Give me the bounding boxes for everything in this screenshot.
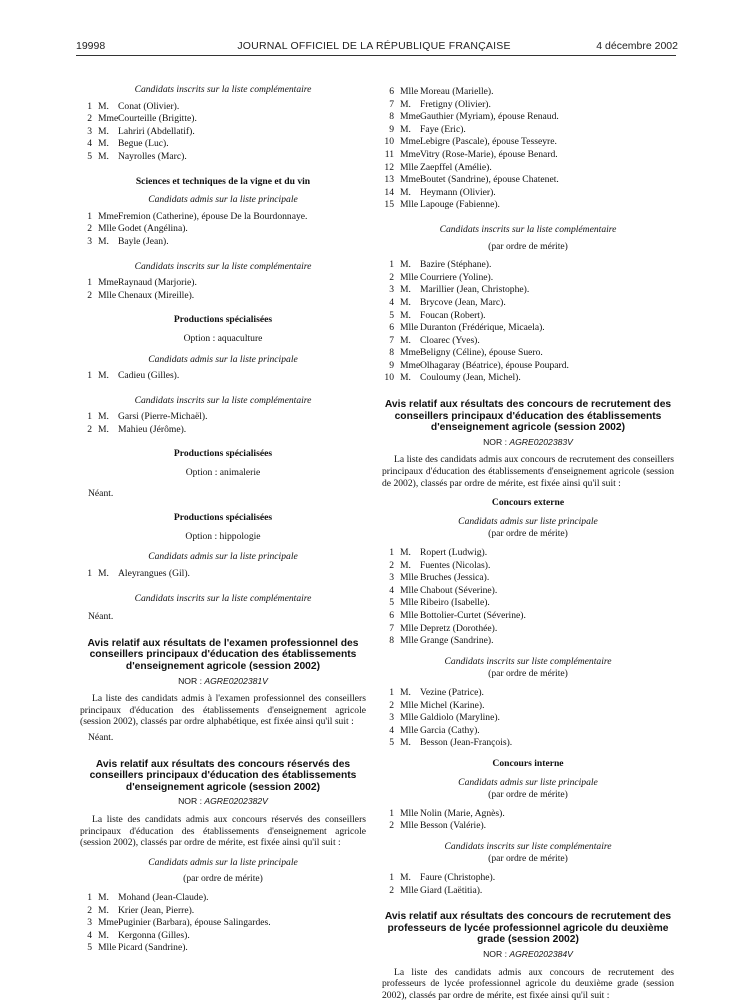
nor-reference [382, 948, 674, 961]
list-item [382, 725, 674, 738]
list-item [80, 917, 366, 930]
candidate-name: Nolin (Marie, Agnès). [420, 807, 505, 819]
left-column [80, 80, 366, 955]
notice-body: La liste des candidats admis aux concours réservés des conseillers principaux d'éducation des établissements d'enseignement agricole (session 2002), classés par ordre de mérite, est fixée ainsi qu'il suit : [80, 813, 366, 849]
civility-title: M. [400, 872, 411, 884]
civility-title: M. [98, 138, 109, 150]
candidate-name: Fretigny (Olivier). [420, 98, 491, 110]
name-list [80, 101, 366, 164]
list-item [80, 277, 366, 290]
civility-title: Mlle [400, 622, 419, 634]
list-heading: Candidats inscrits sur la liste complémentaire [134, 84, 312, 95]
list-item [382, 284, 674, 297]
rank-number: 2 [87, 904, 92, 916]
candidate-name: Faure (Christophe). [420, 872, 496, 884]
rank-number: 10 [384, 372, 394, 384]
rank-number: 3 [87, 917, 92, 929]
neant-text: Néant. [88, 487, 114, 499]
rank-number: 14 [384, 186, 394, 198]
name-list [382, 687, 674, 750]
rank-number: 4 [87, 138, 92, 150]
civility-title: Mme [400, 347, 421, 359]
candidate-name: Raynaud (Marjorie). [118, 277, 197, 289]
candidate-name: Garsi (Pierre-Michaël). [118, 411, 208, 423]
candidate-name: Vitry (Rose-Marie), épouse Benard. [420, 148, 558, 160]
candidate-name: Nayrolles (Marc). [118, 150, 187, 162]
rank-number: 4 [389, 584, 394, 596]
section-title: Concours externe [491, 497, 565, 509]
nor-reference [382, 436, 674, 449]
list-item [382, 585, 674, 598]
rank-number: 6 [389, 322, 394, 334]
civility-title: M. [400, 186, 411, 198]
civility-title: Mlle [400, 271, 419, 283]
list-item [80, 101, 366, 114]
rank-number: 3 [87, 125, 92, 137]
nor-label: NOR : [178, 675, 202, 686]
list-item [80, 568, 366, 581]
civility-title: Mme [98, 277, 119, 289]
list-heading: Candidats inscrits sur la liste complémentaire [134, 394, 312, 406]
rank-number: 8 [389, 111, 394, 123]
rank-number: 1 [389, 547, 394, 558]
rank-number: 4 [389, 724, 394, 736]
list-item [382, 99, 674, 112]
rank-number: 4 [389, 296, 394, 308]
rank-number: 2 [87, 223, 92, 235]
list-item [80, 223, 366, 236]
candidate-name: Chenaux (Mireille). [118, 289, 195, 301]
candidate-name: Puginier (Barbara), épouse Salingardes. [118, 917, 271, 929]
candidate-name: Faye (Eric). [420, 123, 466, 135]
civility-title: M. [400, 559, 411, 571]
list-item [382, 572, 674, 585]
civility-title: M. [400, 547, 411, 558]
rank-number: 1 [87, 568, 92, 580]
rank-number: 2 [389, 884, 394, 896]
civility-title: Mme [400, 148, 421, 160]
page-number: 19998 [76, 40, 106, 52]
civility-title: Mme [98, 917, 119, 929]
notice-title: Avis relatif aux résultats des concours réservés des conseillers principaux d'éducation des établissements d'enseignement agricole (session 2002) [89, 758, 357, 793]
candidate-name: Besson (Valérie). [420, 820, 487, 832]
list-item [382, 372, 674, 385]
candidate-name: Ribeiro (Isabelle). [420, 597, 490, 609]
rank-number: 2 [389, 699, 394, 711]
civility-title: Mlle [400, 807, 419, 819]
name-list [382, 808, 674, 833]
rank-number: 2 [389, 820, 394, 832]
candidate-name: Grange (Sandrine). [420, 635, 494, 647]
rank-number: 4 [87, 929, 92, 941]
candidate-name: Moreau (Marielle). [420, 86, 494, 97]
candidate-name: Zaepffel (Amélie). [420, 161, 492, 173]
nor-label: NOR : [483, 436, 507, 447]
list-heading: Candidats admis sur la liste principale [148, 353, 298, 365]
candidate-name: Krier (Jean, Pierre). [118, 904, 195, 916]
civility-title: Mlle [400, 161, 419, 173]
candidate-name: Michel (Karine). [420, 699, 485, 711]
civility-title: Mlle [400, 584, 419, 596]
neant-text: Néant. [88, 731, 114, 743]
civility-title: Mlle [98, 942, 117, 954]
candidate-name: Besson (Jean-François). [420, 737, 513, 749]
name-list [382, 872, 674, 897]
list-item [382, 187, 674, 200]
list-item [382, 272, 674, 285]
civility-title: M. [98, 891, 109, 903]
list-item [382, 162, 674, 175]
civility-title: M. [400, 123, 411, 135]
header-rule [76, 55, 676, 56]
candidate-name: Heymann (Olivier). [420, 186, 496, 198]
civility-title: Mlle [400, 609, 419, 621]
list-heading: Candidats inscrits sur liste complémentaire [444, 655, 612, 667]
list-item [382, 560, 674, 573]
rank-number: 2 [389, 271, 394, 283]
candidate-name: Bruches (Jessica). [420, 572, 490, 584]
list-item [80, 930, 366, 943]
list-item [382, 597, 674, 610]
rank-number: 2 [87, 289, 92, 301]
civility-title: M. [400, 296, 411, 308]
rank-number: 6 [389, 609, 394, 621]
list-item [80, 151, 366, 164]
notice-title: Avis relatif aux résultats de l'examen professionnel des conseillers principaux d'éducation des établissements d'enseignement agricole (session 2002) [87, 637, 359, 672]
candidate-name: Giard (Laëtitia). [420, 884, 483, 896]
rank-number: 2 [87, 113, 92, 125]
civility-title: Mlle [400, 635, 419, 647]
nor-code: AGRE0202384V [509, 949, 573, 960]
option-label: Option : aquaculture [183, 332, 263, 344]
list-item [382, 808, 674, 821]
civility-title: M. [400, 259, 411, 271]
civility-title: Mme [400, 111, 421, 123]
candidate-name: Begue (Luc). [118, 138, 169, 150]
list-item [382, 712, 674, 725]
list-heading: Candidats admis sur la liste principale [148, 551, 298, 563]
rank-number: 5 [389, 737, 394, 749]
rank-number: 1 [389, 686, 394, 698]
list-item [382, 700, 674, 713]
rank-number: 9 [389, 359, 394, 371]
list-item [382, 687, 674, 700]
candidate-name: Godet (Angélina). [118, 223, 188, 235]
civility-title: M. [400, 686, 411, 698]
list-item [80, 892, 366, 905]
nor-reference [80, 675, 366, 688]
candidate-name: Bayle (Jean). [118, 235, 169, 247]
list-item [382, 347, 674, 360]
nor-code: AGRE0202383V [509, 436, 573, 447]
candidate-name: Foucan (Robert). [420, 309, 486, 321]
civility-title: M. [400, 334, 411, 346]
rank-number: 1 [87, 370, 92, 382]
candidate-name: Fuentes (Nicolas). [420, 559, 491, 571]
rank-number: 9 [389, 123, 394, 135]
candidate-name: Marillier (Jean, Christophe). [420, 284, 530, 296]
candidate-name: Gauthier (Myriam), épouse Renaud. [420, 111, 559, 123]
rank-number: 15 [384, 199, 394, 211]
order-note: (par ordre de mérite) [488, 789, 568, 801]
list-item [382, 547, 674, 560]
rank-number: 13 [384, 174, 394, 186]
candidate-name: Lahriri (Abdellatif). [118, 125, 195, 137]
list-item [382, 136, 674, 149]
list-item [382, 872, 674, 885]
candidate-name: Bottolier-Curtet (Séverine). [420, 609, 526, 621]
candidate-name: Brycove (Jean, Marc). [420, 296, 506, 308]
journal-title: JOURNAL OFFICIEL DE LA RÉPUBLIQUE FRANÇAISE [237, 40, 511, 52]
notice-body: La liste des candidats admis à l'examen professionnel des conseillers principaux d'éducation des établissements d'enseignement agricole (session 2002), classés par ordre alphabétique, est fixée ainsi qu'il suit : [80, 693, 366, 728]
list-heading: Candidats admis sur la liste principale [148, 194, 298, 206]
candidate-name: Cadieu (Gilles). [118, 370, 180, 382]
nor-code: AGRE0202381V [204, 675, 268, 686]
rank-number: 2 [87, 423, 92, 435]
list-heading: Candidats admis sur liste principale [458, 515, 598, 527]
list-item [80, 411, 366, 424]
candidate-name: Picard (Sandrine). [118, 942, 188, 954]
civility-title: Mlle [400, 712, 419, 724]
notice-title: Avis relatif aux résultats des concours de recrutement des conseillers principaux d'éducation des établissements d'enseignement agricole (session 2002) [384, 399, 672, 434]
civility-title: Mme [400, 174, 421, 186]
candidate-name: Courriere (Yoline). [420, 271, 494, 283]
list-heading: Candidats inscrits sur la liste complémentaire [439, 223, 617, 235]
list-item [382, 820, 674, 833]
candidate-name: Mohand (Jean-Claude). [118, 891, 209, 903]
civility-title: Mme [98, 210, 119, 222]
civility-title: Mlle [400, 884, 419, 896]
list-heading: Candidats inscrits sur liste complémentaire [444, 840, 612, 852]
candidate-name: Beligny (Céline), épouse Suero. [420, 347, 543, 359]
civility-title: M. [400, 284, 411, 296]
section-title: Sciences et techniques de la vigne et du vin [135, 175, 311, 187]
list-item [382, 174, 674, 187]
rank-number: 5 [87, 150, 92, 162]
candidate-name: Courteille (Brigitte). [118, 113, 197, 125]
publication-date: 4 décembre 2002 [596, 40, 678, 52]
list-heading: Candidats inscrits sur la liste complémentaire [134, 260, 312, 272]
name-list [382, 86, 674, 212]
rank-number: 1 [87, 210, 92, 222]
candidate-name: Lebigre (Pascale), épouse Tesseyre. [420, 136, 557, 148]
civility-title: Mlle [400, 322, 419, 334]
civility-title: Mlle [400, 820, 419, 832]
civility-title: Mlle [400, 199, 419, 211]
list-item [80, 370, 366, 383]
list-heading: Candidats admis sur liste principale [458, 776, 598, 788]
list-item [382, 297, 674, 310]
list-item [382, 635, 674, 648]
name-list [80, 277, 366, 302]
list-item [382, 737, 674, 750]
right-column [382, 86, 674, 1005]
list-item [80, 138, 366, 151]
name-list [382, 547, 674, 648]
rank-number: 8 [389, 347, 394, 359]
rank-number: 5 [389, 597, 394, 609]
civility-title: M. [98, 568, 109, 580]
civility-title: Mme [400, 359, 421, 371]
section-title: Productions spécialisées [173, 512, 273, 524]
section-title: Productions spécialisées [173, 448, 273, 460]
list-item [80, 942, 366, 955]
list-item [80, 290, 366, 303]
civility-title: M. [400, 98, 411, 110]
rank-number: 1 [389, 259, 394, 271]
candidate-name: Couloumy (Jean, Michel). [420, 372, 521, 384]
list-item [382, 149, 674, 162]
rank-number: 1 [87, 100, 92, 112]
rank-number: 3 [87, 235, 92, 247]
list-item [382, 310, 674, 323]
list-item [80, 905, 366, 918]
candidate-name: Boutet (Sandrine), épouse Chatenet. [420, 174, 559, 186]
civility-title: Mlle [400, 699, 419, 711]
notice-title: Avis relatif aux résultats des concours de recrutement des professeurs de lycée professionnel agricole du deuxième grade (session 2002) [384, 911, 672, 946]
civility-title: M. [98, 100, 109, 112]
candidate-name: Olhagaray (Béatrice), épouse Poupard. [420, 359, 569, 371]
list-item [80, 211, 366, 224]
candidate-name: Kergonna (Gilles). [118, 929, 190, 941]
civility-title: Mlle [400, 724, 419, 736]
name-list [382, 259, 674, 385]
option-label: Option : animalerie [185, 467, 261, 479]
order-note: (par ordre de mérite) [183, 873, 263, 885]
rank-number: 1 [389, 807, 394, 819]
list-item [382, 360, 674, 373]
list-item [80, 236, 366, 249]
section-title: Productions spécialisées [173, 314, 273, 326]
candidate-name: Depretz (Dorothée). [420, 622, 498, 634]
nor-label: NOR : [178, 796, 202, 807]
civility-title: M. [400, 309, 411, 321]
civility-title: M. [98, 929, 109, 941]
candidate-name: Cloarec (Yves). [420, 334, 480, 346]
list-heading: Candidats inscrits sur la liste complémentaire [134, 592, 312, 604]
list-item [382, 610, 674, 623]
list-item [382, 335, 674, 348]
rank-number: 11 [384, 148, 394, 160]
rank-number: 7 [389, 334, 394, 346]
list-item [382, 86, 674, 99]
section-title: Concours interne [492, 757, 564, 769]
list-item [80, 126, 366, 139]
rank-number: 1 [87, 411, 92, 423]
civility-title: Mlle [400, 597, 419, 609]
name-list [80, 568, 366, 581]
order-note: (par ordre de mérite) [488, 528, 568, 540]
civility-title: Mlle [400, 572, 419, 584]
civility-title: M. [400, 737, 411, 749]
civility-title: M. [400, 372, 411, 384]
rank-number: 3 [389, 712, 394, 724]
list-item [382, 124, 674, 137]
civility-title: M. [98, 423, 109, 435]
civility-title: M. [98, 235, 109, 247]
civility-title: Mme [98, 113, 119, 125]
candidate-name: Conat (Olivier). [118, 100, 180, 112]
list-heading: Candidats admis sur la liste principale [148, 856, 298, 868]
name-list [80, 370, 366, 383]
list-item [382, 322, 674, 335]
rank-number: 6 [389, 86, 394, 97]
rank-number: 2 [389, 559, 394, 571]
name-list [80, 411, 366, 436]
candidate-name: Ropert (Ludwig). [420, 547, 488, 558]
rank-number: 1 [87, 277, 92, 289]
rank-number: 3 [389, 284, 394, 296]
list-item [382, 259, 674, 272]
candidate-name: Bazire (Stéphane). [420, 259, 492, 271]
civility-title: M. [98, 370, 109, 382]
civility-title: M. [98, 125, 109, 137]
civility-title: Mlle [400, 86, 419, 97]
rank-number: 5 [87, 942, 92, 954]
rank-number: 1 [389, 872, 394, 884]
candidate-name: Garcia (Cathy). [420, 724, 480, 736]
name-list [80, 211, 366, 249]
rank-number: 10 [384, 136, 394, 148]
name-list [80, 892, 366, 955]
list-item [80, 424, 366, 437]
list-item [80, 113, 366, 126]
rank-number: 7 [389, 622, 394, 634]
neant-text: Néant. [88, 611, 114, 623]
candidate-name: Vezine (Patrice). [420, 686, 484, 698]
order-note: (par ordre de mérite) [488, 668, 568, 680]
candidate-name: Duranton (Frédérique, Micaela). [420, 322, 545, 334]
rank-number: 5 [389, 309, 394, 321]
order-note: (par ordre de mérite) [488, 853, 568, 865]
nor-label: NOR : [483, 949, 507, 960]
candidate-name: Fremion (Catherine), épouse De la Bourdonnaye. [118, 210, 308, 222]
rank-number: 7 [389, 98, 394, 110]
nor-code: AGRE0202382V [204, 796, 268, 807]
candidate-name: Galdiolo (Maryline). [420, 712, 500, 724]
rank-number: 8 [389, 635, 394, 647]
candidate-name: Chabout (Séverine). [420, 584, 498, 596]
candidate-name: Lapouge (Fabienne). [420, 199, 500, 211]
rank-number: 3 [389, 572, 394, 584]
civility-title: Mlle [98, 223, 117, 235]
civility-title: M. [98, 150, 109, 162]
rank-number: 12 [384, 161, 394, 173]
notice-body: La liste des candidats admis aux concours de recrutement des conseillers principaux d'éducation des établissements d'enseignement agricole (session de 2002), classés par ordre de mérite, est fixée ainsi qu'il suit : [382, 454, 674, 489]
order-note: (par ordre de mérite) [488, 240, 568, 252]
rank-number: 1 [87, 891, 92, 903]
nor-reference [80, 795, 366, 808]
list-item [382, 623, 674, 636]
list-item [382, 885, 674, 898]
candidate-name: Mahieu (Jérôme). [118, 423, 187, 435]
option-label: Option : hippologie [185, 530, 261, 542]
candidate-name: Aleyrangues (Gil). [118, 568, 190, 580]
civility-title: Mlle [98, 289, 117, 301]
civility-title: M. [98, 904, 109, 916]
civility-title: Mme [400, 136, 421, 148]
list-item [382, 111, 674, 124]
list-item [382, 199, 674, 212]
notice-body: La liste des candidats admis aux concours de recrutement des professeurs de lycée professionnel agricole du deuxième grade (session 2002), classés par ordre de mérite, est fixée ainsi qu'il suit : [382, 966, 674, 1001]
civility-title: M. [98, 411, 109, 423]
